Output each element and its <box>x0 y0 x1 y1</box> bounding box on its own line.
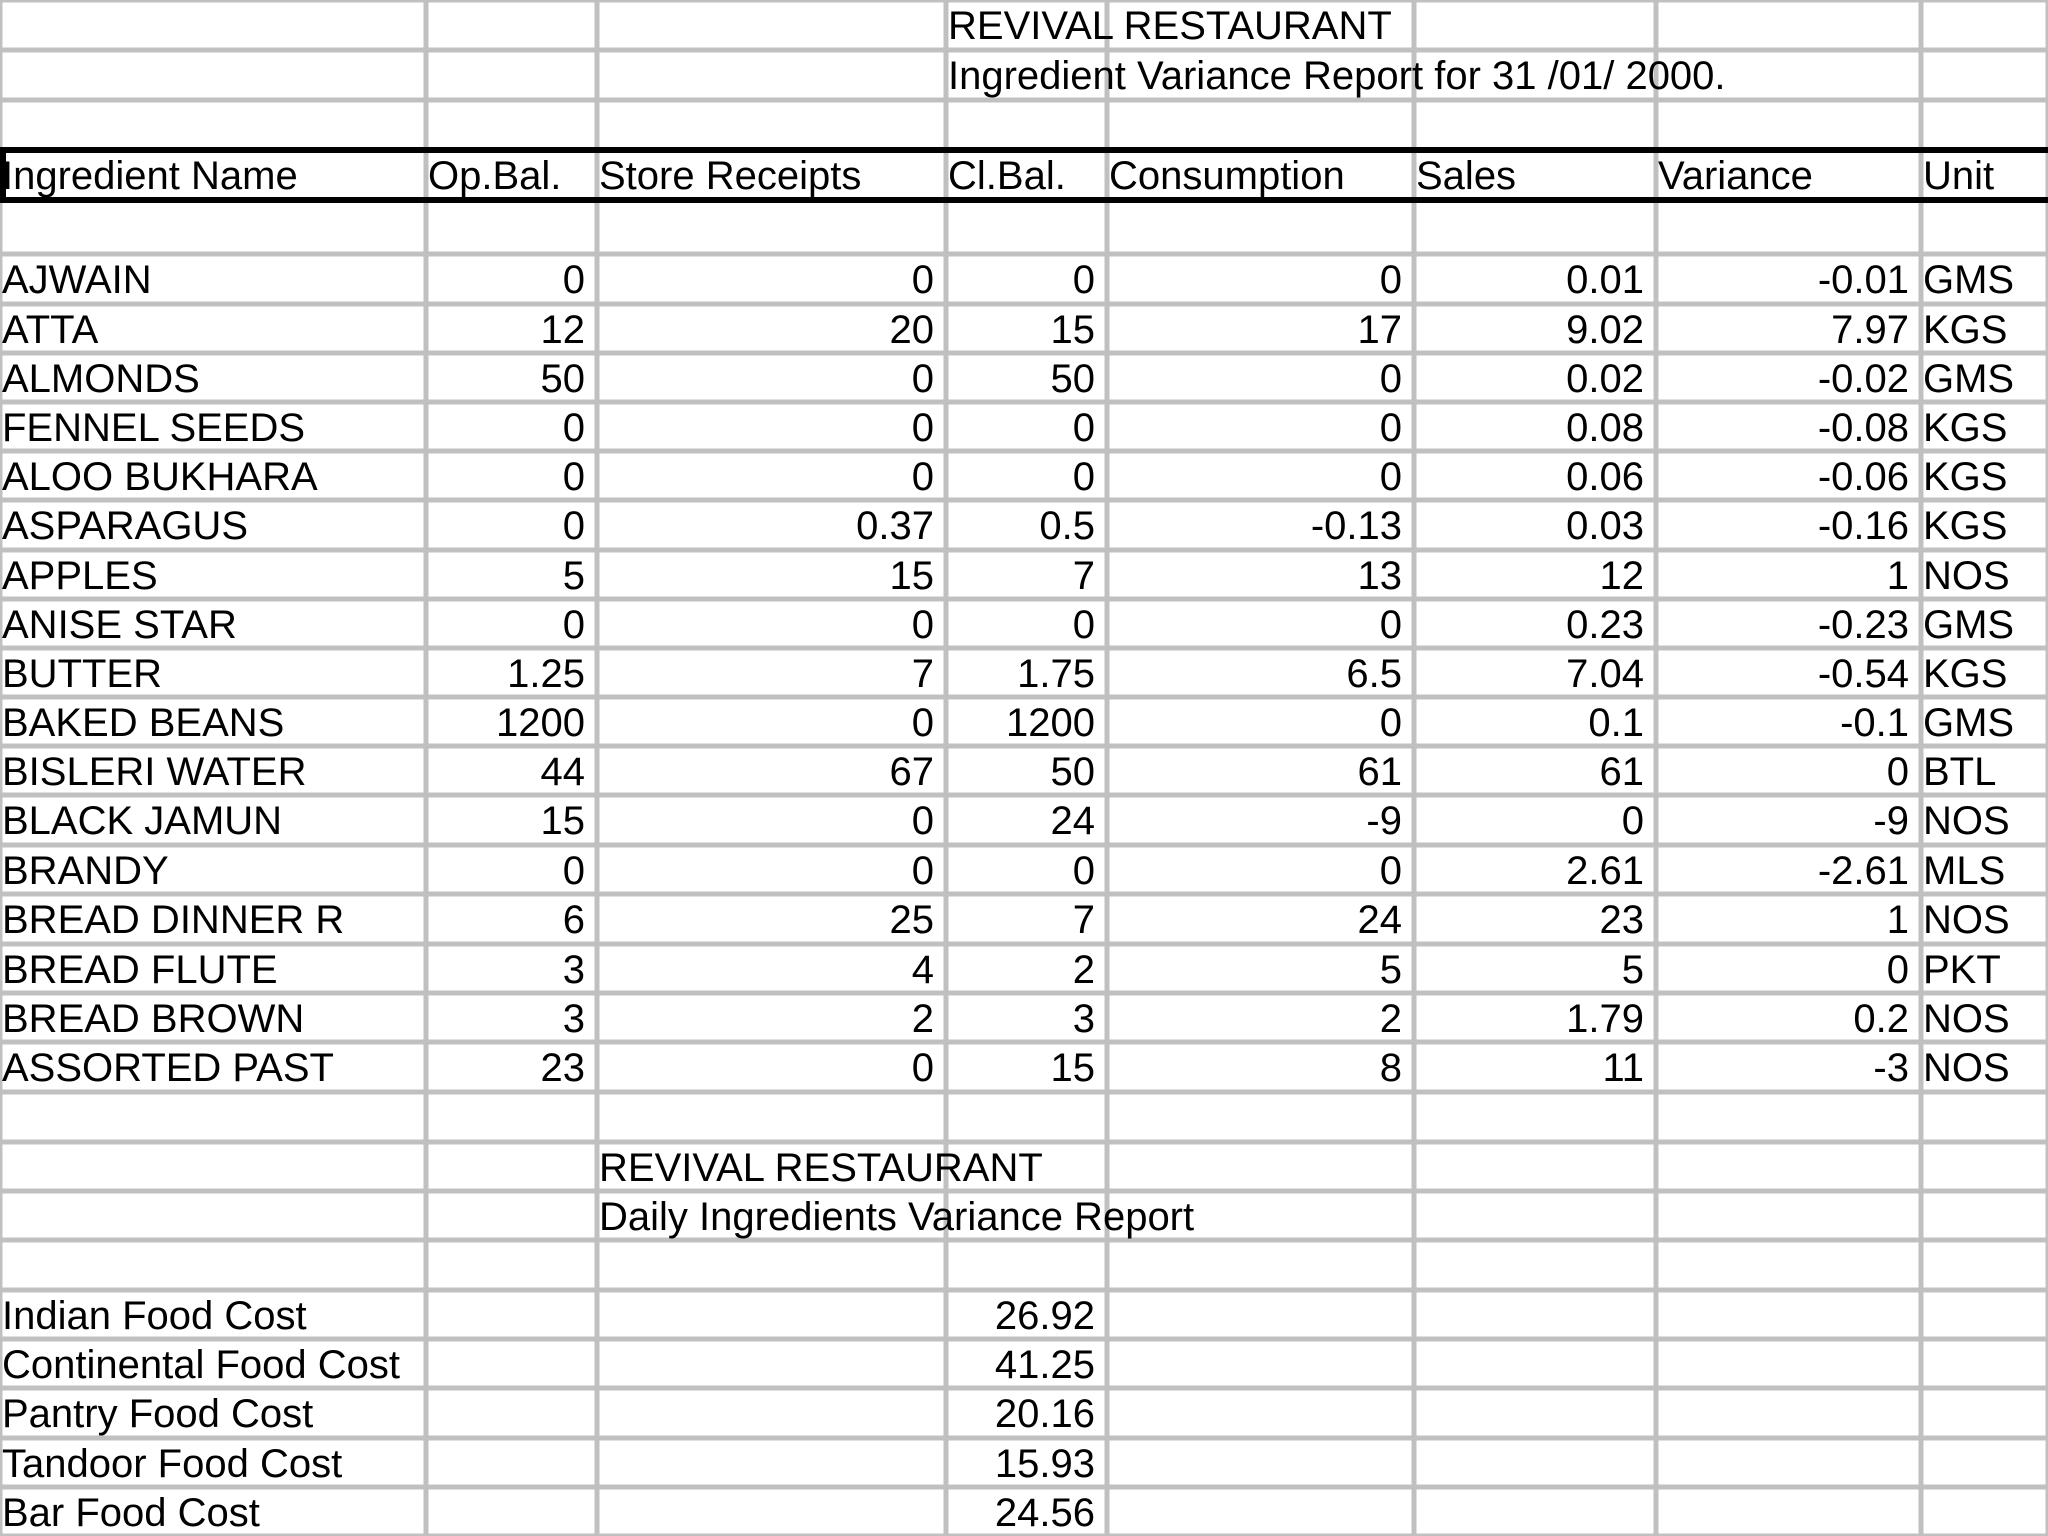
ingredient-name: AJWAIN <box>2 260 152 302</box>
cell-consumption: 61 <box>1357 751 1402 794</box>
cell-cl-bal: 0.5 <box>1039 506 1095 548</box>
food-cost-value: 41.25 <box>994 1344 1095 1387</box>
cell-consumption: 0 <box>1379 702 1402 745</box>
ingredient-name: BISLERI WATER <box>2 751 307 794</box>
cell-consumption: 17 <box>1357 309 1402 352</box>
cell-variance: -0.02 <box>1817 358 1909 401</box>
cell-consumption: 0 <box>1379 850 1402 893</box>
cell-op-bal: 12 <box>540 309 585 352</box>
cell-sales: 0.06 <box>1566 456 1644 499</box>
ingredient-name: ASSORTED PAST <box>2 1048 334 1090</box>
food-cost-value: 15.93 <box>994 1443 1095 1486</box>
cell-sales: 0 <box>1621 801 1644 843</box>
column-header: Ingredient Name <box>2 156 298 198</box>
cell-cl-bal: 1.75 <box>1017 653 1095 696</box>
cell-variance: -0.16 <box>1817 506 1909 548</box>
food-cost-label: Bar Food Cost <box>2 1490 260 1535</box>
cell-op-bal: 0 <box>562 407 585 450</box>
cell-store-receipts: 0 <box>911 1048 934 1090</box>
column-header: Consumption <box>1109 156 1345 198</box>
cell-op-bal: 0 <box>562 850 585 893</box>
food-cost-label: Indian Food Cost <box>2 1293 307 1338</box>
ingredient-name: BLACK JAMUN <box>2 801 283 843</box>
cell-sales: 23 <box>1599 900 1644 942</box>
cell-sales: 0.08 <box>1566 407 1644 450</box>
cell-store-receipts: 7 <box>911 653 934 696</box>
cell-unit: KGS <box>1923 653 2008 696</box>
cell-variance: -0.1 <box>1840 702 1909 745</box>
cell-sales: 0.02 <box>1566 358 1644 401</box>
cell-cl-bal: 7 <box>1072 900 1095 942</box>
cell-consumption: 24 <box>1357 900 1402 942</box>
cell-store-receipts: 15 <box>889 555 934 598</box>
cell-variance: 0 <box>1886 949 1909 992</box>
cell-op-bal: 1200 <box>496 702 585 745</box>
cell-consumption: 0 <box>1379 604 1402 647</box>
cell-consumption: 0 <box>1379 260 1402 302</box>
cell-unit: KGS <box>1923 506 2008 548</box>
column-header: Store Receipts <box>599 156 862 198</box>
ingredient-name: BREAD BROWN <box>2 998 305 1041</box>
cell-store-receipts: 0 <box>911 456 934 499</box>
food-cost-label: Pantry Food Cost <box>2 1392 314 1436</box>
food-cost-label: Continental Food Cost <box>2 1342 401 1387</box>
cell-consumption: 6.5 <box>1346 653 1402 696</box>
ingredient-name: ASPARAGUS <box>2 506 248 548</box>
cell-op-bal: 23 <box>540 1048 585 1090</box>
cell-variance: -2.61 <box>1817 850 1909 893</box>
food-cost-value: 24.56 <box>994 1492 1095 1535</box>
cell-cl-bal: 0 <box>1072 456 1095 499</box>
cell-op-bal: 50 <box>540 358 585 401</box>
cell-unit: NOS <box>1923 1048 2010 1090</box>
cell-consumption: 5 <box>1379 949 1402 992</box>
ingredient-name: BRANDY <box>2 850 169 893</box>
cell-variance: 0 <box>1886 751 1909 794</box>
column-header: Op.Bal. <box>428 156 562 198</box>
ingredient-name: FENNEL SEEDS <box>2 407 306 450</box>
cell-cl-bal: 15 <box>1050 1048 1095 1090</box>
cell-cl-bal: 0 <box>1072 850 1095 893</box>
column-header: Variance <box>1658 156 1813 198</box>
cell-sales: 0.01 <box>1566 260 1644 302</box>
cell-op-bal: 5 <box>562 555 585 598</box>
cell-unit: GMS <box>1923 604 2015 647</box>
cell-store-receipts: 25 <box>889 900 934 942</box>
cell-consumption: 13 <box>1357 555 1402 598</box>
cell-cl-bal: 0 <box>1072 260 1095 302</box>
cell-store-receipts: 0 <box>911 702 934 745</box>
cell-sales: 7.04 <box>1566 653 1644 696</box>
cell-op-bal: 15 <box>540 801 585 843</box>
ingredient-name: BUTTER <box>2 653 162 696</box>
cell-store-receipts: 0 <box>911 604 934 647</box>
cell-cl-bal: 15 <box>1050 309 1095 352</box>
cell-store-receipts: 0 <box>911 801 934 843</box>
cell-cl-bal: 50 <box>1050 751 1095 794</box>
cell-variance: 1 <box>1886 900 1909 942</box>
cell-unit: KGS <box>1923 456 2008 499</box>
report-title: Ingredient Variance Report for 31 /01/ 2000. <box>948 54 1726 98</box>
cell-consumption: 0 <box>1379 456 1402 499</box>
cell-variance: -0.54 <box>1817 653 1909 696</box>
cell-sales: 9.02 <box>1566 309 1644 352</box>
cell-consumption: 0 <box>1379 407 1402 450</box>
cell-store-receipts: 0 <box>911 260 934 302</box>
cell-op-bal: 3 <box>562 998 585 1041</box>
cell-variance: -0.06 <box>1817 456 1909 499</box>
cell-sales: 5 <box>1621 949 1644 992</box>
cell-op-bal: 3 <box>562 949 585 992</box>
cell-unit: KGS <box>1923 407 2008 450</box>
cell-unit: NOS <box>1923 900 2010 942</box>
cell-store-receipts: 0 <box>911 407 934 450</box>
ingredient-name: ALMONDS <box>2 358 200 401</box>
cell-variance: -3 <box>1873 1048 1909 1090</box>
cell-unit: GMS <box>1923 358 2015 401</box>
cell-consumption: -0.13 <box>1310 506 1402 548</box>
cell-variance: 1 <box>1886 555 1909 598</box>
cell-op-bal: 0 <box>562 506 585 548</box>
cell-store-receipts: 20 <box>889 309 934 352</box>
column-header: Sales <box>1416 156 1517 198</box>
cell-unit: NOS <box>1923 998 2010 1041</box>
cell-consumption: -9 <box>1366 801 1402 843</box>
ingredient-name: ATTA <box>2 309 99 352</box>
cell-sales: 0.23 <box>1566 604 1644 647</box>
ingredient-name: APPLES <box>2 555 158 598</box>
cell-unit: MLS <box>1923 850 2006 893</box>
cell-unit: NOS <box>1923 801 2010 843</box>
cell-op-bal: 44 <box>540 751 585 794</box>
cell-unit: GMS <box>1923 702 2015 745</box>
cell-unit: BTL <box>1923 751 1997 794</box>
summary-title: Daily Ingredients Variance Report <box>599 1194 1195 1239</box>
cell-sales: 12 <box>1599 555 1644 598</box>
column-header: Unit <box>1923 156 1995 198</box>
cell-store-receipts: 0.37 <box>856 506 934 548</box>
column-header: Cl.Bal. <box>948 156 1066 198</box>
cell-store-receipts: 0 <box>911 850 934 893</box>
cell-op-bal: 0 <box>562 456 585 499</box>
cell-variance: -0.01 <box>1817 260 1909 302</box>
cell-consumption: 2 <box>1379 998 1402 1041</box>
report-restaurant-name: REVIVAL RESTAURANT <box>948 4 1392 48</box>
summary-restaurant-name: REVIVAL RESTAURANT <box>599 1145 1043 1190</box>
cell-cl-bal: 0 <box>1072 604 1095 647</box>
cell-op-bal: 6 <box>562 900 585 942</box>
ingredient-name: ANISE STAR <box>2 604 237 647</box>
cell-op-bal: 0 <box>562 604 585 647</box>
cell-variance: -9 <box>1873 801 1909 843</box>
food-cost-label: Tandoor Food Cost <box>2 1441 343 1486</box>
cell-cl-bal: 1200 <box>1006 702 1095 745</box>
cell-cl-bal: 7 <box>1072 555 1095 598</box>
cell-sales: 1.79 <box>1566 998 1644 1041</box>
cell-store-receipts: 67 <box>889 751 934 794</box>
cell-unit: KGS <box>1923 309 2008 352</box>
ingredient-name: BREAD DINNER R <box>2 900 345 942</box>
ingredient-name: BAKED BEANS <box>2 702 285 745</box>
cell-sales: 11 <box>1602 1048 1644 1090</box>
cell-cl-bal: 0 <box>1072 407 1095 450</box>
cell-unit: PKT <box>1923 949 2001 992</box>
cell-unit: NOS <box>1923 555 2010 598</box>
cell-store-receipts: 0 <box>911 358 934 401</box>
cell-variance: 0.2 <box>1853 998 1909 1041</box>
cell-variance: -0.08 <box>1817 407 1909 450</box>
cell-variance: -0.23 <box>1817 604 1909 647</box>
cell-consumption: 0 <box>1379 358 1402 401</box>
cell-store-receipts: 4 <box>911 949 934 992</box>
cell-cl-bal: 50 <box>1050 358 1095 401</box>
cell-sales: 61 <box>1599 751 1644 794</box>
cell-sales: 2.61 <box>1566 850 1644 893</box>
cell-cl-bal: 2 <box>1072 949 1095 992</box>
cell-unit: GMS <box>1923 260 2015 302</box>
food-cost-value: 20.16 <box>994 1394 1095 1436</box>
cell-sales: 0.1 <box>1588 702 1644 745</box>
cell-variance: 7.97 <box>1831 309 1909 352</box>
cell-consumption: 8 <box>1379 1048 1402 1090</box>
cell-sales: 0.03 <box>1566 506 1644 548</box>
food-cost-value: 26.92 <box>994 1295 1095 1338</box>
cell-op-bal: 0 <box>562 260 585 302</box>
cell-cl-bal: 24 <box>1050 801 1095 843</box>
ingredient-name: BREAD FLUTE <box>2 949 278 992</box>
cell-store-receipts: 2 <box>911 998 934 1041</box>
cell-op-bal: 1.25 <box>507 653 585 696</box>
cell-cl-bal: 3 <box>1072 998 1095 1041</box>
ingredient-name: ALOO BUKHARA <box>2 456 318 499</box>
